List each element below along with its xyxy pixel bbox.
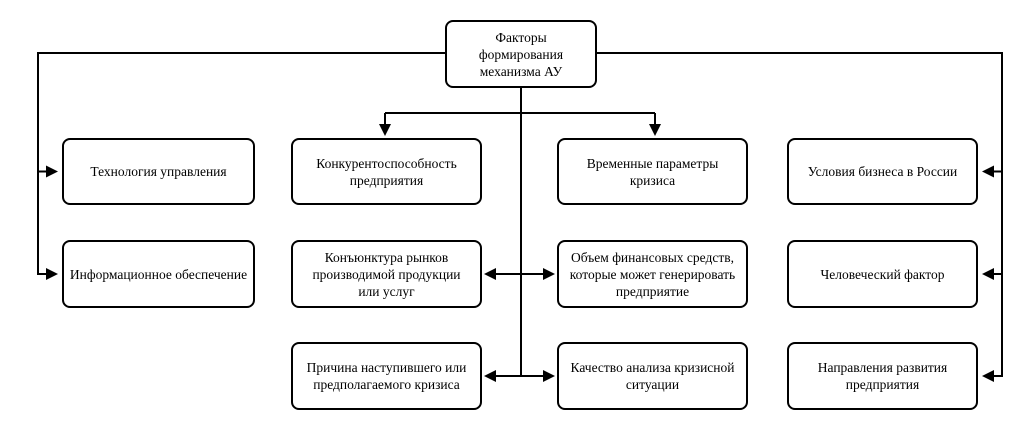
node-crisis-time-parameters (557, 138, 748, 205)
node-factors-root (445, 20, 597, 88)
node-label: Конкурентоспособность предприятия (316, 155, 457, 188)
node-label: Конъюнктура рынков производимой продукции или услуг (312, 249, 461, 299)
node-management-technology (62, 138, 255, 205)
node-market-conditions (291, 240, 482, 308)
node-crisis-analysis-quality (557, 342, 748, 410)
node-label: Направления развития предприятия (817, 360, 948, 392)
node-label: Качество анализа кризисной ситуации (570, 360, 735, 392)
node-enterprise-competitiveness (291, 138, 482, 205)
node-label: Объем финансовых средств, которые может генерировать предприятие (569, 249, 736, 299)
node-business-conditions-russia (787, 138, 978, 205)
node-information-support (62, 240, 255, 308)
node-financial-resources-volume (557, 240, 748, 308)
node-enterprise-development-directions (787, 342, 978, 410)
connector-root-right-rail (597, 53, 1002, 376)
node-label: Технология управления (90, 164, 227, 179)
node-label: Условия бизнеса в России (807, 164, 958, 179)
node-label: Причина наступившего или предполагаемого кризиса (306, 360, 467, 392)
node-crisis-cause (291, 342, 482, 410)
node-label: Информационное обеспечение (69, 266, 248, 282)
node-label: Факторы формирования механизма АУ (478, 29, 564, 79)
node-label: Временные параметры кризиса (586, 155, 719, 188)
node-label: Человеческий фактор (820, 266, 945, 282)
node-human-factor (787, 240, 978, 308)
